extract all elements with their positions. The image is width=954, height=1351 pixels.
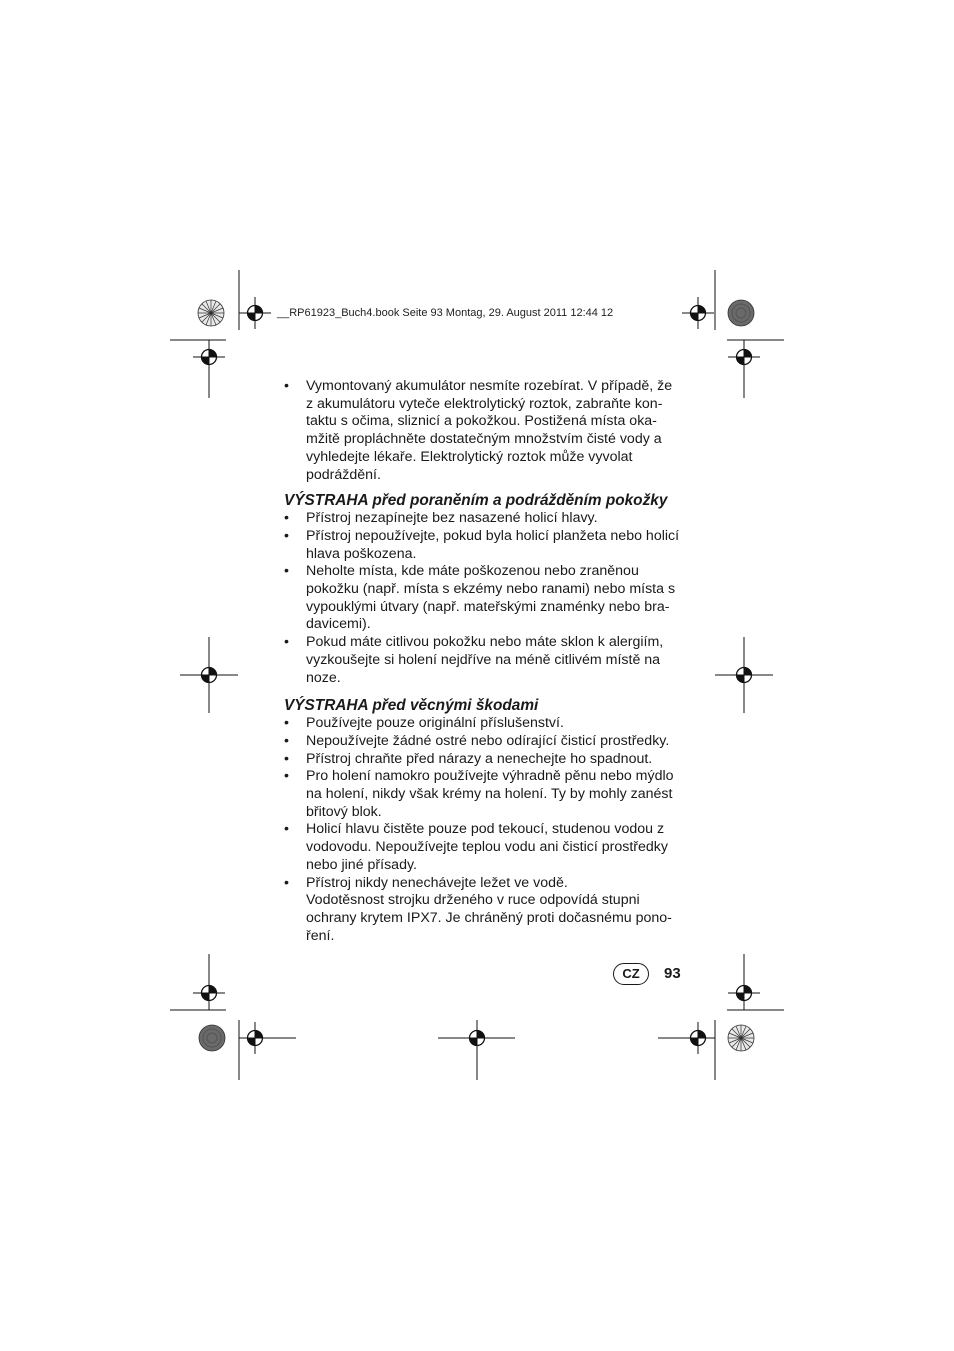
page-number: 93 (664, 965, 681, 982)
text-line: Neholte místa, kde máte poškozenou nebo zraněnou (306, 563, 639, 580)
text-line: podráždění. (306, 466, 381, 483)
intro-list (284, 378, 684, 484)
text-line: Přístroj nikdy nenechávejte ležet ve vodě. (306, 874, 568, 891)
list-item (284, 715, 684, 733)
list-item (284, 634, 684, 687)
text-line: ření. (306, 927, 335, 944)
section-heading-damage: VÝSTRAHA před věcnými škodami (284, 697, 539, 715)
starburst-mark (198, 300, 224, 326)
text-line: vypouklými útvary (např. mateřskými znaménky nebo bra- (306, 598, 670, 615)
text-line: Holicí hlavu čistěte pouze pod tekoucí, studenou vodou z (306, 821, 665, 838)
text-line: Pokud máte citlivou pokožku nebo máte sklon k alergiím, (306, 634, 664, 651)
text-line: Vymontovaný akumulátor nesmíte rozebírat. V případě, že (306, 378, 673, 394)
section-heading-injury: VÝSTRAHA před poraněním a podrážděním pokožky (284, 492, 668, 510)
bullet: • (284, 821, 289, 838)
graydot-mark (199, 1025, 225, 1051)
text-line: pokožku (např. místa s ekzémy nebo ranami) nebo místa s (306, 581, 676, 598)
list-item (284, 768, 684, 821)
bullet: • (284, 874, 289, 891)
list-item (284, 733, 684, 751)
graydot-mark (728, 300, 754, 326)
text-line: mžitě propláchněte dostatečným množstvím čisté vody a (306, 431, 662, 448)
bullet: • (284, 768, 289, 785)
text-line: davicemi). (306, 616, 371, 633)
print-slug: __RP61923_Buch4.book Seite 93 Montag, 29. August 2011 12:44 12 (277, 307, 614, 319)
bullet: • (284, 378, 289, 394)
registration-mark (193, 977, 225, 1009)
text-line: ochrany krytem IPX7. Je chráněný proti dočasnému pono- (306, 909, 672, 926)
registration-mark (682, 1022, 714, 1054)
text-line: taktu s očima, sliznicí a pokožkou. Postižená místa oka- (306, 413, 657, 430)
list-item (284, 528, 684, 563)
text-line: z akumulátoru vyteče elektrolytický roztok, zabraňte kon- (306, 395, 663, 412)
list-item (284, 510, 684, 528)
registration-mark (728, 977, 760, 1009)
bullet: • (284, 510, 289, 527)
bullet: • (284, 715, 289, 732)
registration-mark (239, 297, 271, 329)
bullet: • (284, 750, 289, 767)
bullet: • (284, 732, 289, 749)
text-line: Vodotěsnost strojku drženého v ruce odpovídá stupni (306, 892, 640, 909)
bullet: • (284, 527, 289, 544)
text-line: nebo jiné přísady. (306, 856, 417, 873)
text-line: Přístroj chraňte před nárazy a nenechejte ho spadnout. (306, 750, 653, 767)
injury-warning-list (284, 510, 684, 687)
waterproof-note (284, 892, 684, 945)
text-line: břitový blok. (306, 803, 382, 820)
text-line: Pro holení namokro používejte výhradně pěnu nebo mýdlo (306, 768, 674, 785)
list-item (284, 378, 684, 484)
list-item (284, 751, 684, 769)
list-item (284, 875, 684, 893)
bullet: • (284, 563, 289, 580)
language-badge: CZ (613, 963, 649, 985)
text-line: Přístroj nezapínejte bez nasazené holicí hlavy. (306, 510, 598, 527)
text-line: vyzkoušejte si holení nejdříve na méně citlivém místě na (306, 651, 661, 668)
list-item (284, 821, 684, 874)
text-line: na holení, nikdy však krémy na holení. Ty by mohly zanést (306, 786, 673, 803)
text-line: hlava poškozena. (306, 545, 417, 562)
text-line: vodovodu. Nepoužívejte teplou vodu ani čisticí prostředky (306, 839, 668, 856)
registration-mark (682, 297, 714, 329)
page-content (284, 378, 684, 945)
damage-warning-list (284, 715, 684, 892)
text-line: noze. (306, 669, 341, 686)
text-line: Nepoužívejte žádné ostré nebo odírající čisticí prostředky. (306, 732, 670, 749)
list-item (284, 563, 684, 634)
text-line: vyhledejte lékaře. Elektrolytický roztok může vyvolat (306, 448, 633, 465)
text-line: Používejte pouze originální příslušenství. (306, 715, 564, 732)
bullet: • (284, 634, 289, 651)
starburst-mark (728, 1025, 754, 1051)
text-line: Přístroj nepoužívejte, pokud byla holicí planžeta nebo holicí (306, 527, 680, 544)
